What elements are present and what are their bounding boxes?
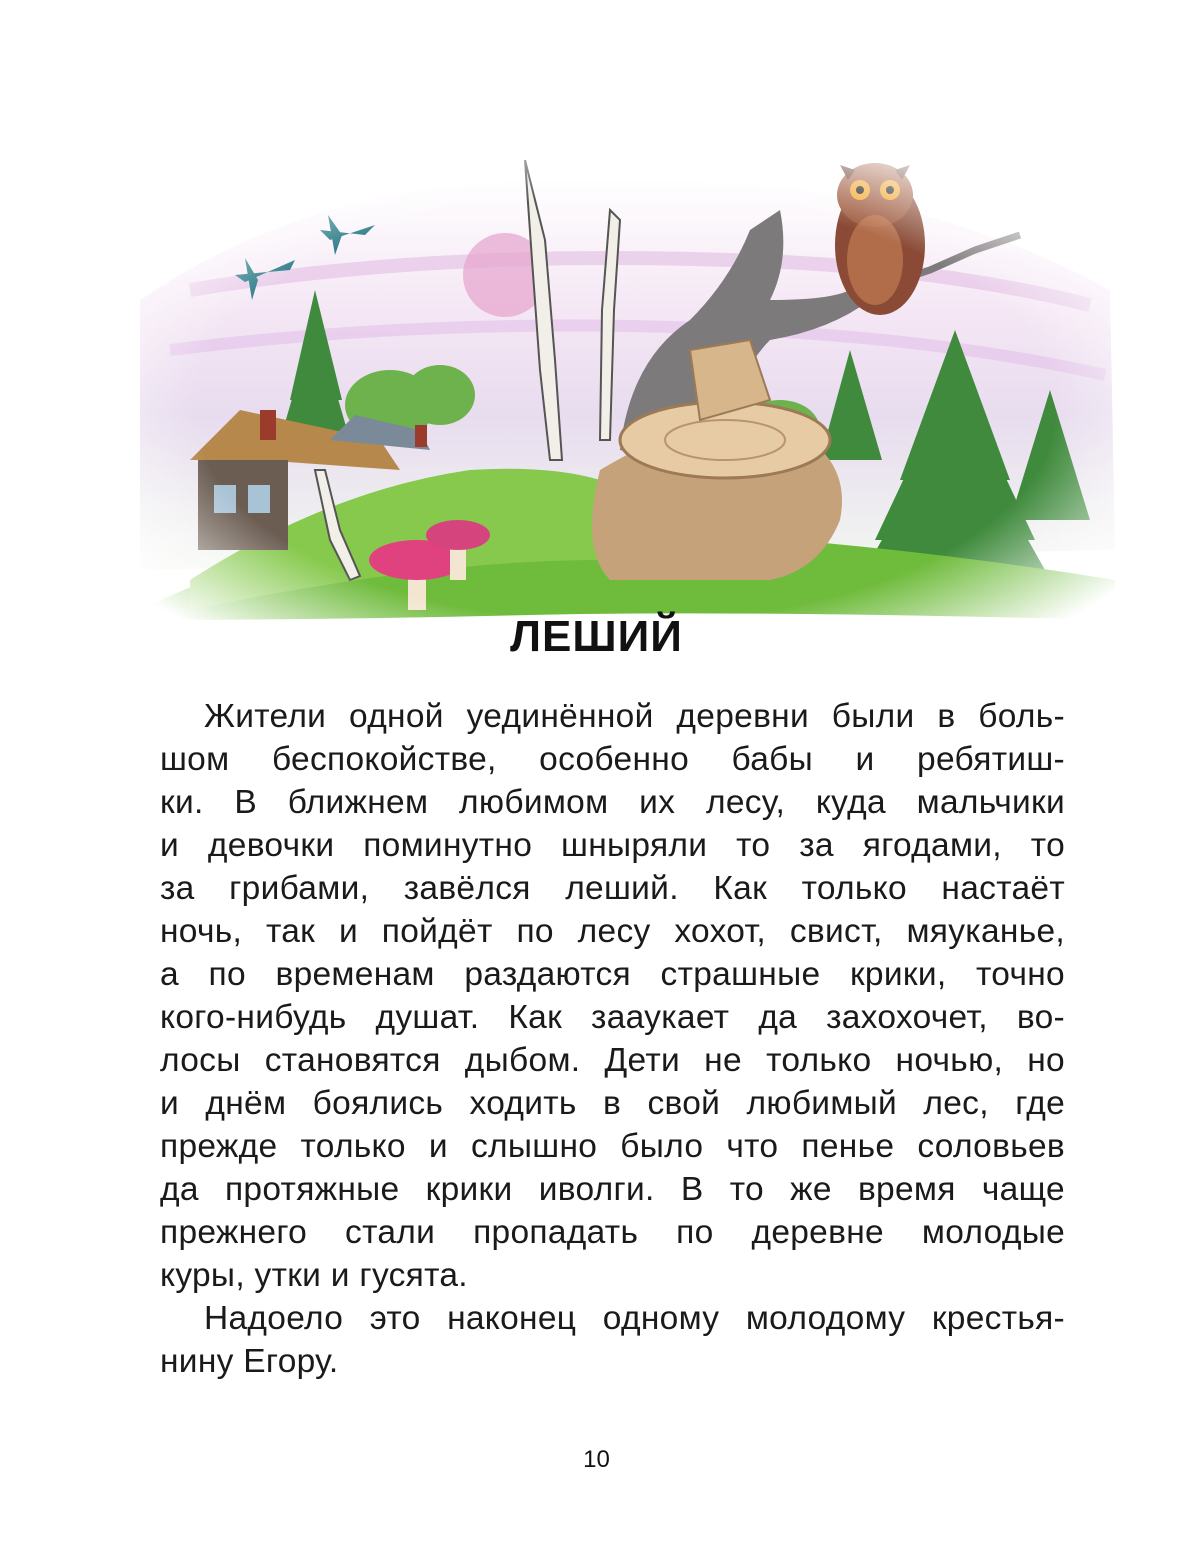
page-number: 10	[583, 1446, 610, 1473]
text-line: прежде только и слышно было что пенье соловьев	[160, 1128, 1065, 1165]
text-line: а по временам раздаются страшные крики, точно	[160, 956, 1065, 993]
text-line: кого-нибудь душат. Как зааукает да захохочет, во-	[160, 999, 1065, 1036]
text-line: да протяжные крики иволги. В то же время чаще	[160, 1171, 1065, 1208]
text-line: за грибами, завёлся леший. Как только настаёт	[160, 870, 1065, 907]
forest-illustration	[130, 140, 1120, 630]
text-line: ки. В ближнем любимом их лесу, куда мальчики	[160, 784, 1065, 821]
text-line: и днём боялись ходить в свой любимый лес, где	[160, 1085, 1065, 1122]
story-title: ЛЕШИЙ	[510, 612, 683, 661]
text-line: прежнего стали пропадать по деревне молодые	[160, 1214, 1065, 1251]
text-line: лосы становятся дыбом. Дети не только ночью, но	[160, 1042, 1065, 1079]
story-text	[160, 695, 1065, 1383]
text-line: ночь, так и пойдёт по лесу хохот, свист, мяуканье,	[160, 913, 1065, 950]
text-line: Жители одной уединённой деревни были в боль-	[204, 698, 1065, 735]
text-line: нину Егору.	[160, 1343, 339, 1380]
text-line: и девочки поминутно шныряли то за ягодами, то	[160, 827, 1065, 864]
text-line: Надоело это наконец одному молодому крестья-	[204, 1300, 1065, 1337]
text-line: куры, утки и гусята.	[160, 1257, 468, 1294]
text-line: шом беспокойстве, особенно бабы и ребятиш-	[160, 741, 1065, 778]
